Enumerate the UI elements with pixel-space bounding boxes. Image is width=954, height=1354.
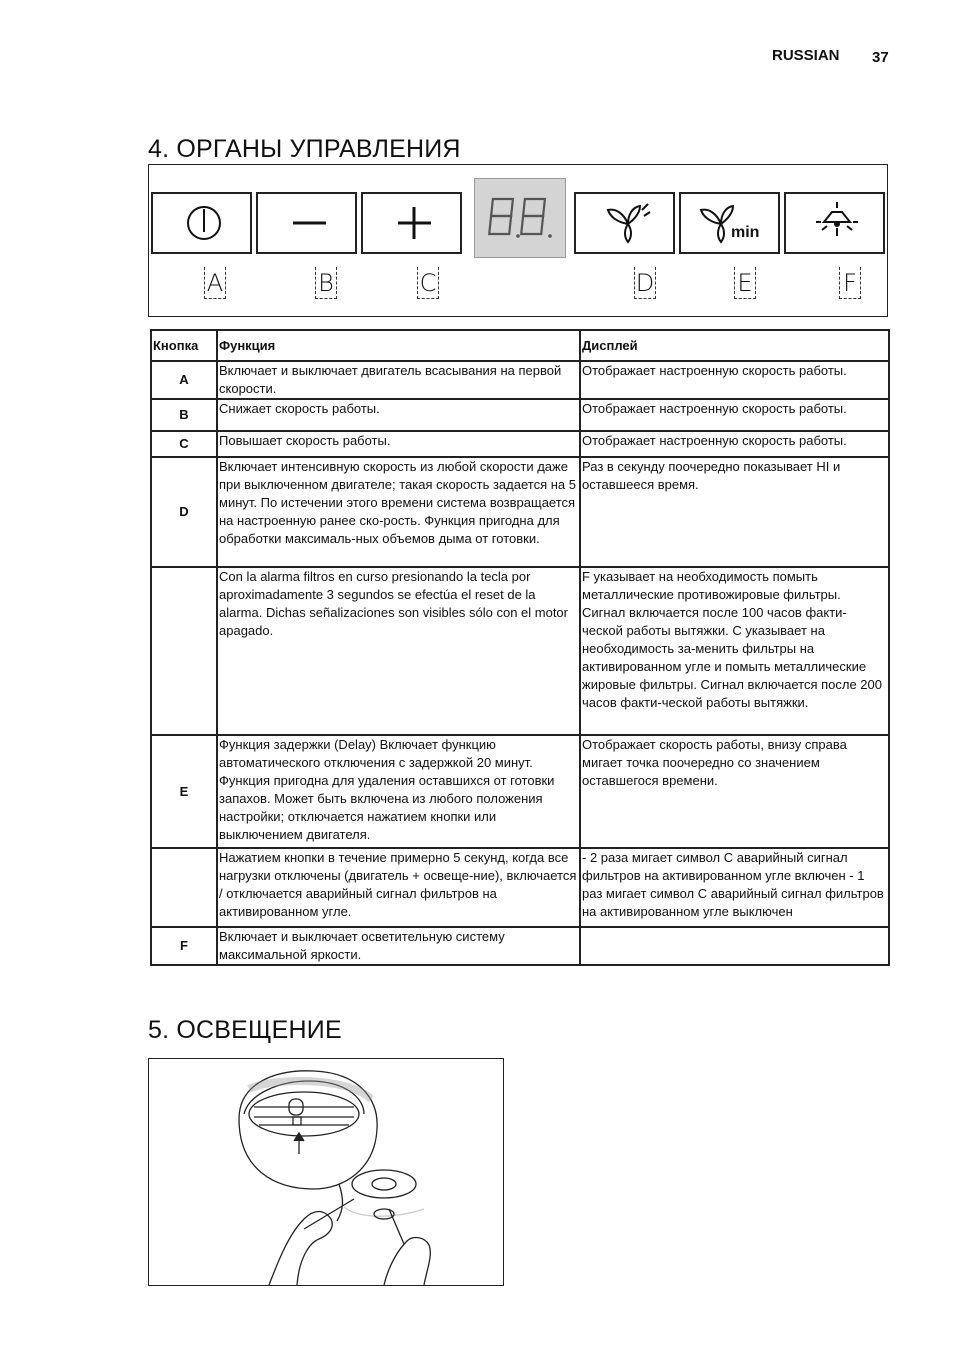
light-bulb-icon [786,194,883,252]
label-b: B [315,267,337,299]
power-icon [153,194,250,252]
row-key: D [151,457,217,567]
row-display: Отображает настроенную скорость работы. [580,361,889,399]
fan-intensive-icon [576,194,673,252]
row-display: - 2 раза мигает символ C аварийный сигнал фильтров на активированном угле включен - 1 раз мигает символ C аварийный сигнал фильтров на активированном угле выключен [580,848,889,927]
row-key [151,848,217,927]
label-c: C [417,267,439,299]
page-number: 37 [872,49,889,66]
button-d [574,192,675,254]
table-row [151,457,889,567]
row-display: Раз в секунду поочередно показывает HI и оставшееся время. [580,457,889,567]
table-row [151,361,889,399]
row-function: Включает интенсивную скорость из любой скорости даже при выключенном двигателе; такая скорость задается на 5 минут. По истечении этого времени система возвращается на настроенную ранее ско-рость. Функция пригодна для обработки максималь-ных объемов дыма от готовки. [217,457,580,567]
table-row [151,848,889,927]
header-display: Дисплей [580,330,889,361]
row-function: Нажатием кнопки в течение примерно 5 секунд, когда все нагрузки отключены (двигатель + освеще-ние), включается / отключается аварийный сигнал фильтров на активированном угле. [217,848,580,927]
row-key: B [151,399,217,431]
language-label: RUSSIAN [772,47,840,64]
table-row [151,567,889,735]
button-e [679,192,780,254]
table-row [151,431,889,457]
label-a: A [204,267,226,299]
plus-icon [363,194,460,252]
button-c [361,192,462,254]
row-display: Отображает скорость работы, внизу справа мигает точка поочередно со значением оставшегося времени. [580,735,889,848]
row-key: A [151,361,217,399]
minus-icon [258,194,355,252]
row-key: F [151,927,217,965]
segment-display [474,178,566,258]
section-5-title: 5. ОСВЕЩЕНИЕ [148,1016,342,1044]
fan-min-label: min [731,224,760,241]
control-panel-diagram [148,164,888,317]
label-e: E [734,267,756,299]
header-button: Кнопка [151,330,217,361]
row-function: Снижает скорость работы. [217,399,580,431]
row-function: Функция задержки (Delay) Включает функцию автоматического отключения с задержкой 20 минут. Функция пригодна для удаления оставшихся от готовки запахов. Может быть включена из любого положения настройки; отключается нажатием кнопки или выключением двигателя. [217,735,580,848]
section-4-title: 4. ОРГАНЫ УПРАВЛЕНИЯ [148,135,461,163]
table-row [151,927,889,965]
lamp-replacement-drawing [149,1059,503,1285]
controls-table [150,329,890,966]
row-key [151,567,217,735]
lighting-illustration [148,1058,504,1286]
row-function: Con la alarma filtros en curso presionando la tecla por aproximadamente 3 segundos se efectúa el reset de la alarma. Dichas señalizaciones son visibles sólo con el motor apagado. [217,567,580,735]
button-b [256,192,357,254]
label-f: F [839,267,861,299]
button-f [784,192,885,254]
table-row [151,399,889,431]
row-function: Включает и выключает осветительную систему максимальной яркости. [217,927,580,965]
label-d: D [635,269,655,297]
table-row [151,735,889,848]
row-function: Включает и выключает двигатель всасывания на первой скорости. [217,361,580,399]
row-display: Отображает настроенную скорость работы. [580,431,889,457]
row-function: Повышает скорость работы. [217,431,580,457]
fan-min-icon [681,194,778,252]
seven-segment-digits [475,179,565,257]
row-display: F указывает на необходимость помыть металлические противожировые фильтры. Сигнал включается после 100 часов факти-ческой работы вытяжки. C указывает на необходимость за-менить фильтры на активированном угле и помыть металлические жировые фильтры. Сигнал включается после 200 часов факти-ческой работы вытяжки. [580,567,889,735]
row-display: Отображает настроенную скорость работы. [580,399,889,431]
table-header-row [151,330,889,361]
button-a [151,192,252,254]
row-key: C [151,431,217,457]
row-key: E [151,735,217,848]
row-display [580,927,889,965]
header-function: Функция [217,330,580,361]
